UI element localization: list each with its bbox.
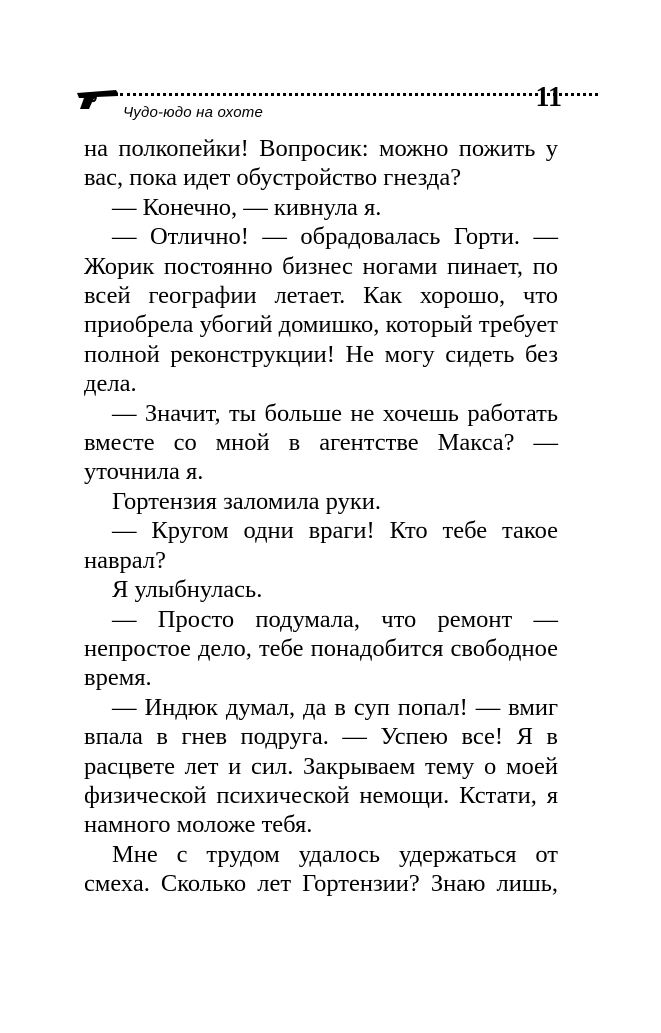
paragraph: — Кругом одни враги! Кто тебе такое наврал? xyxy=(84,517,558,574)
paragraph: — Индюк думал, да в суп попал! — вмиг впала в гнев подруга. — Успею все! Я в расцвете лет и сил. Закрываем тему о моей физической психической немощи. Кстати, я намного моложе тебя. xyxy=(84,693,558,839)
paragraph: Гортензия заломила руки. xyxy=(112,487,381,515)
paragraph: — Конечно, — кивнула я. xyxy=(112,193,382,221)
page-header xyxy=(76,80,560,122)
page-number: 11 xyxy=(535,82,562,113)
paragraph: — Отлично! — обрадовалась Горти. — Жорик постоянно бизнес ногами пинает, по всей географии летает. Как хорошо, что приобрела убогий домишко, который требует полной реконструкции! Не могу сидеть без дела. xyxy=(84,223,558,398)
paragraph: — Значит, ты больше не хочешь работать вместе со мной в агентстве Макса? — уточнила я. xyxy=(84,399,558,486)
paragraph: Мне с трудом удалось удержаться от смеха. Сколько лет Гортензии? Знаю лишь, xyxy=(84,840,558,898)
body-text xyxy=(84,134,558,899)
header-dotted-rule xyxy=(120,93,598,96)
paragraph: — Просто подумала, что ремонт — непростое дело, тебе понадобится свободное время. xyxy=(84,605,558,692)
running-title: Чудо-юдо на охоте xyxy=(123,104,263,121)
paragraph: Я улыбнулась. xyxy=(112,576,263,604)
paragraph: на полкопейки! Вопросик: можно пожить у вас, пока идет обустройство гнезда? xyxy=(84,135,558,192)
pistol-icon xyxy=(76,84,120,110)
